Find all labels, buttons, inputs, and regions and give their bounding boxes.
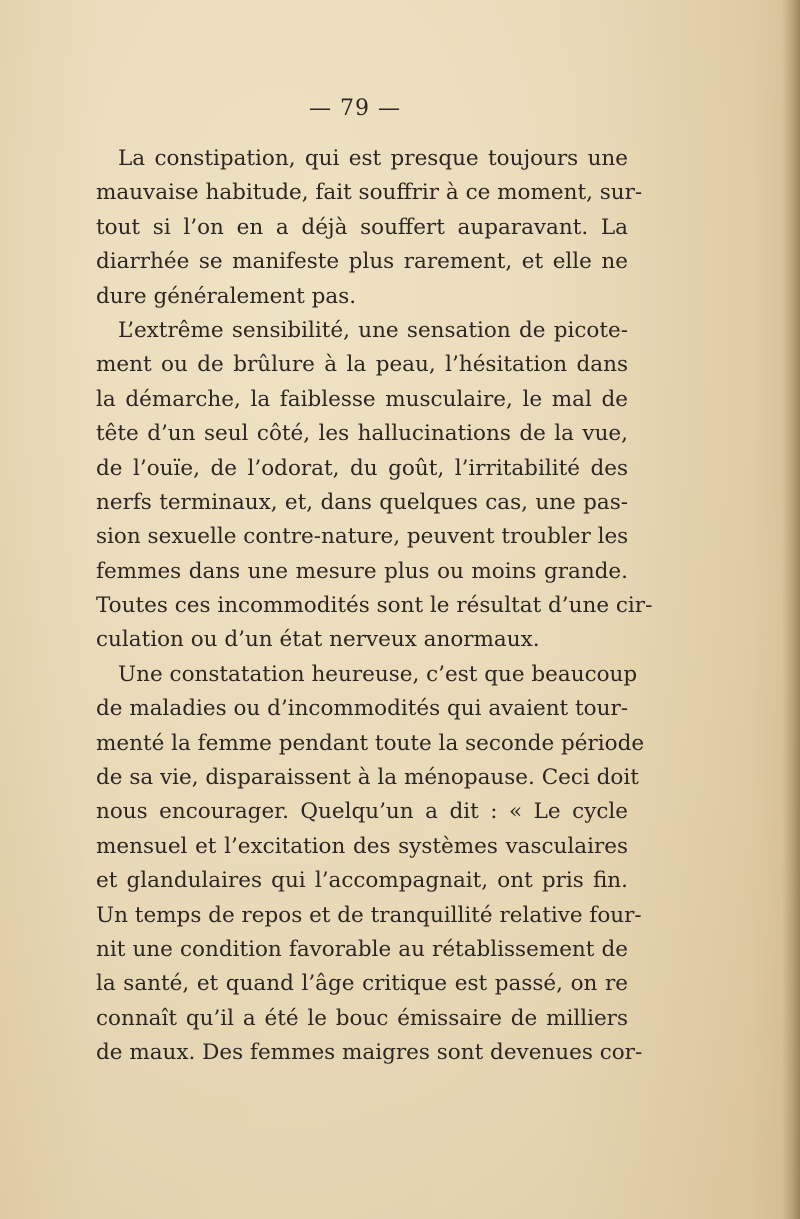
text-line: et glandulaires qui l’accompagnait, ont pris fin. — [96, 868, 628, 894]
text-line: Une constatation heureuse, c’est que beaucoup — [118, 661, 638, 687]
text-line: La constipation, qui est presque toujours une — [118, 146, 628, 171]
text-line: de maux. Des femmes maigres sont devenues cor- — [96, 1040, 643, 1066]
text-line: femmes dans une mesure plus ou moins grande. — [96, 558, 628, 584]
text-line: de sa vie, disparaissent à la ménopause. Ceci doit — [96, 765, 639, 791]
text-line: nit une condition favorable au rétablissement de — [96, 936, 628, 962]
text-line: sion sexuelle contre-nature, peuvent troubler les — [96, 524, 629, 550]
text-line: tout si l’on en a déjà souffert auparavant. La — [96, 214, 628, 240]
text-line: Un temps de repos et de tranquillité relative four- — [96, 902, 642, 928]
text-line: ment ou de brûlure à la peau, l’hésitation dans — [96, 352, 628, 378]
text-line: dure généralement pas. — [96, 283, 357, 309]
text-line: culation ou d’un état nerveux anormaux. — [96, 627, 540, 653]
text-line: de maladies ou d’incommodités qui avaient tour- — [96, 696, 628, 722]
text-line: menté la femme pendant toute la seconde période — [96, 730, 645, 756]
text-line: la santé, et quand l’âge critique est passé, on re — [96, 971, 628, 997]
page-number: — 79 — — [309, 96, 401, 121]
text-line: nerfs terminaux, et, dans quelques cas, une pas- — [96, 489, 628, 515]
text-line: diarrhée se manifeste plus rarement, et elle ne — [96, 249, 628, 275]
text-line: nous encourager. Quelqu’un a dit : « Le cycle — [96, 799, 628, 825]
text-line: mauvaise habitude, fait souffrir à ce moment, sur- — [96, 180, 643, 206]
text-line: tête d’un seul côté, les hallucinations de la vue, — [96, 421, 628, 447]
body-text — [96, 142, 653, 1071]
text-line: mensuel et l’excitation des systèmes vasculaires — [96, 833, 628, 859]
text-line: connaît qu’il a été le bouc émissaire de milliers — [96, 1005, 628, 1031]
text-line: Toutes ces incommodités sont le résultat d’une cir- — [96, 593, 653, 619]
text-line: la démarche, la faiblesse musculaire, le mal de — [96, 386, 628, 412]
page-edge-shadow — [782, 0, 800, 1219]
text-line: L’extrême sensibilité, une sensation de picote- — [118, 317, 628, 343]
text-line: de l’ouïe, de l’odorat, du goût, l’irritabilité des — [96, 455, 628, 481]
